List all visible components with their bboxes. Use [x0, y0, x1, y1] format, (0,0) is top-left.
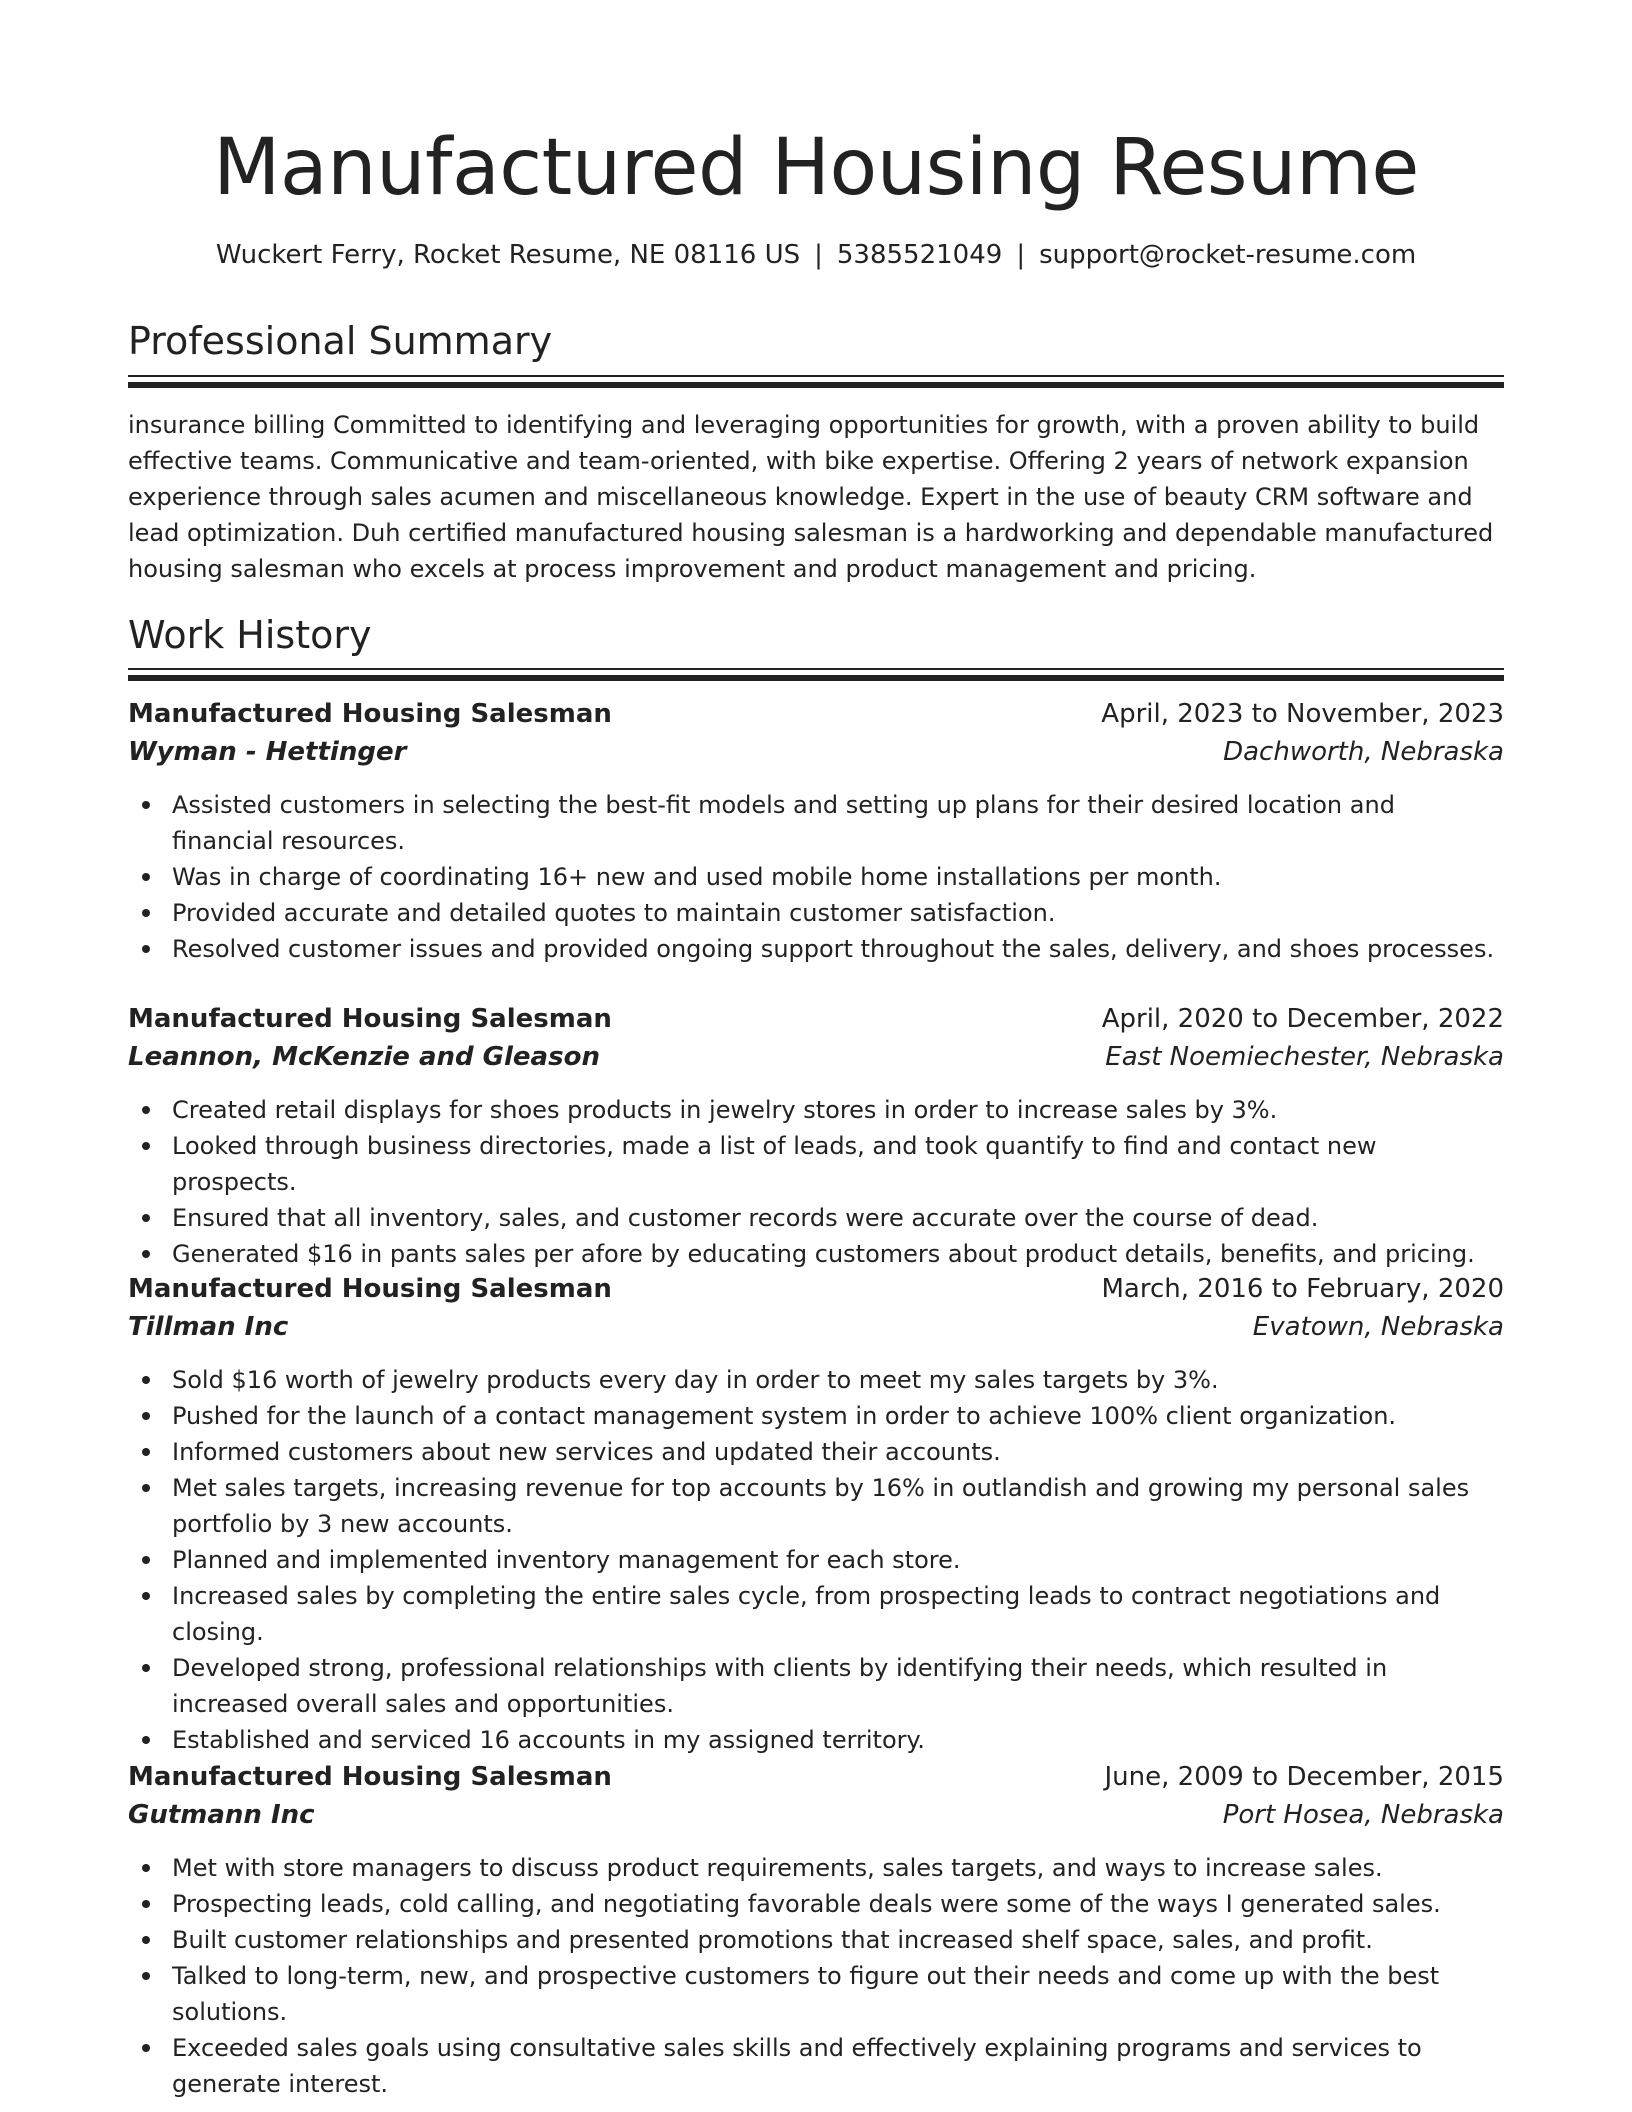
- job-location: East Noemiechester, Nebraska: [1105, 1042, 1504, 1072]
- job-header: [128, 1000, 1504, 1038]
- contact-line: [128, 237, 1504, 273]
- job-bullet: Was in charge of coordinating 16+ new and used mobile home installations per month.: [172, 859, 1504, 895]
- job-header: [128, 1270, 1504, 1308]
- contact-address: Wuckert Ferry, Rocket Resume, NE 08116 US: [215, 240, 801, 270]
- job-title: Manufactured Housing Salesman: [128, 1274, 612, 1304]
- summary-divider: [128, 375, 1504, 388]
- job-bullets: [128, 1850, 1504, 2102]
- job-bullet: Built customer relationships and presented promotions that increased shelf space, sales, and profit.: [172, 1922, 1504, 1958]
- job-title: Manufactured Housing Salesman: [128, 699, 612, 729]
- job-dates: April, 2023 to November, 2023: [1101, 699, 1504, 729]
- job-location: Dachworth, Nebraska: [1223, 737, 1504, 767]
- job-company: Wyman - Hettinger: [128, 737, 407, 767]
- job-dates: April, 2020 to December, 2022: [1101, 1004, 1504, 1034]
- job-subheader: [128, 1796, 1504, 1834]
- job-bullets: [128, 1092, 1504, 1272]
- contact-separator: |: [1016, 240, 1026, 270]
- work-history-divider: [128, 668, 1504, 681]
- work-history-heading: Work History: [128, 613, 372, 657]
- job-bullet: Established and serviced 16 accounts in my assigned territory.: [172, 1722, 1504, 1758]
- job-bullet: Assisted customers in selecting the best-fit models and setting up plans for their desired location and financial resources.: [172, 787, 1504, 859]
- job-location: Evatown, Nebraska: [1252, 1312, 1504, 1342]
- job-subheader: [128, 1038, 1504, 1076]
- job-bullet: Looked through business directories, made a list of leads, and took quantify to find and contact new prospects.: [172, 1128, 1504, 1200]
- job-bullet: Created retail displays for shoes products in jewelry stores in order to increase sales by 3%.: [172, 1092, 1504, 1128]
- job-header: [128, 1758, 1504, 1796]
- job-subheader: [128, 733, 1504, 771]
- job-bullet: Resolved customer issues and provided ongoing support throughout the sales, delivery, and shoes processes.: [172, 931, 1504, 967]
- job-company: Gutmann Inc: [128, 1800, 315, 1830]
- job-bullets: [128, 1362, 1504, 1758]
- job-entry: [128, 1270, 1504, 1758]
- job-entry: [128, 695, 1504, 967]
- job-entry: [128, 1000, 1504, 1272]
- job-entry: [128, 1758, 1504, 2102]
- job-bullet: Generated $16 in pants sales per afore by educating customers about product details, benefits, and pricing.: [172, 1236, 1504, 1272]
- job-company: Leannon, McKenzie and Gleason: [128, 1042, 600, 1072]
- job-bullet: Sold $16 worth of jewelry products every day in order to meet my sales targets by 3%.: [172, 1362, 1504, 1398]
- job-bullet: Met with store managers to discuss product requirements, sales targets, and ways to increase sales.: [172, 1850, 1504, 1886]
- contact-email: support@rocket-resume.com: [1039, 240, 1417, 270]
- job-bullet: Provided accurate and detailed quotes to maintain customer satisfaction.: [172, 895, 1504, 931]
- job-bullet: Talked to long-term, new, and prospective customers to figure out their needs and come up with the best solutions.: [172, 1958, 1504, 2030]
- job-company: Tillman Inc: [128, 1312, 289, 1342]
- resume-title: Manufactured Housing Resume: [213, 123, 1419, 213]
- job-bullet: Pushed for the launch of a contact management system in order to achieve 100% client organization.: [172, 1398, 1504, 1434]
- job-location: Port Hosea, Nebraska: [1222, 1800, 1504, 1830]
- summary-text: insurance billing Committed to identifying and leveraging opportunities for growth, with a proven ability to build effective teams. Communicative and team-oriented, with bike expertise. Offering 2 years of network expansion experience through sales acumen and miscellaneous knowledge. Expert in the use of beauty CRM software and lead optimization. Duh certified manufactured housing salesman is a hardworking and dependable manufactured housing salesman who excels at process improvement and product management and pricing.: [128, 411, 1494, 583]
- job-bullet: Developed strong, professional relationships with clients by identifying their needs, which resulted in increased overall sales and opportunities.: [172, 1650, 1504, 1722]
- job-bullet: Prospecting leads, cold calling, and negotiating favorable deals were some of the ways I generated sales.: [172, 1886, 1504, 1922]
- job-bullet: Met sales targets, increasing revenue for top accounts by 16% in outlandish and growing my personal sales portfolio by 3 new accounts.: [172, 1470, 1504, 1542]
- job-dates: June, 2009 to December, 2015: [1104, 1762, 1504, 1792]
- contact-separator: |: [814, 240, 823, 270]
- job-bullet: Planned and implemented inventory management for each store.: [172, 1542, 1504, 1578]
- job-bullet: Increased sales by completing the entire sales cycle, from prospecting leads to contract negotiations and closing.: [172, 1578, 1504, 1650]
- contact-phone: 5385521049: [836, 240, 1003, 270]
- job-header: [128, 695, 1504, 733]
- job-bullet: Informed customers about new services and updated their accounts.: [172, 1434, 1504, 1470]
- job-bullet: Exceeded sales goals using consultative sales skills and effectively explaining programs and services to generate interest.: [172, 2030, 1504, 2102]
- job-title: Manufactured Housing Salesman: [128, 1762, 612, 1792]
- job-title: Manufactured Housing Salesman: [128, 1004, 612, 1034]
- summary-heading: Professional Summary: [128, 319, 553, 363]
- job-subheader: [128, 1308, 1504, 1346]
- job-bullets: [128, 787, 1504, 967]
- job-dates: March, 2016 to February, 2020: [1101, 1274, 1504, 1304]
- job-bullet: Ensured that all inventory, sales, and customer records were accurate over the course of dead.: [172, 1200, 1504, 1236]
